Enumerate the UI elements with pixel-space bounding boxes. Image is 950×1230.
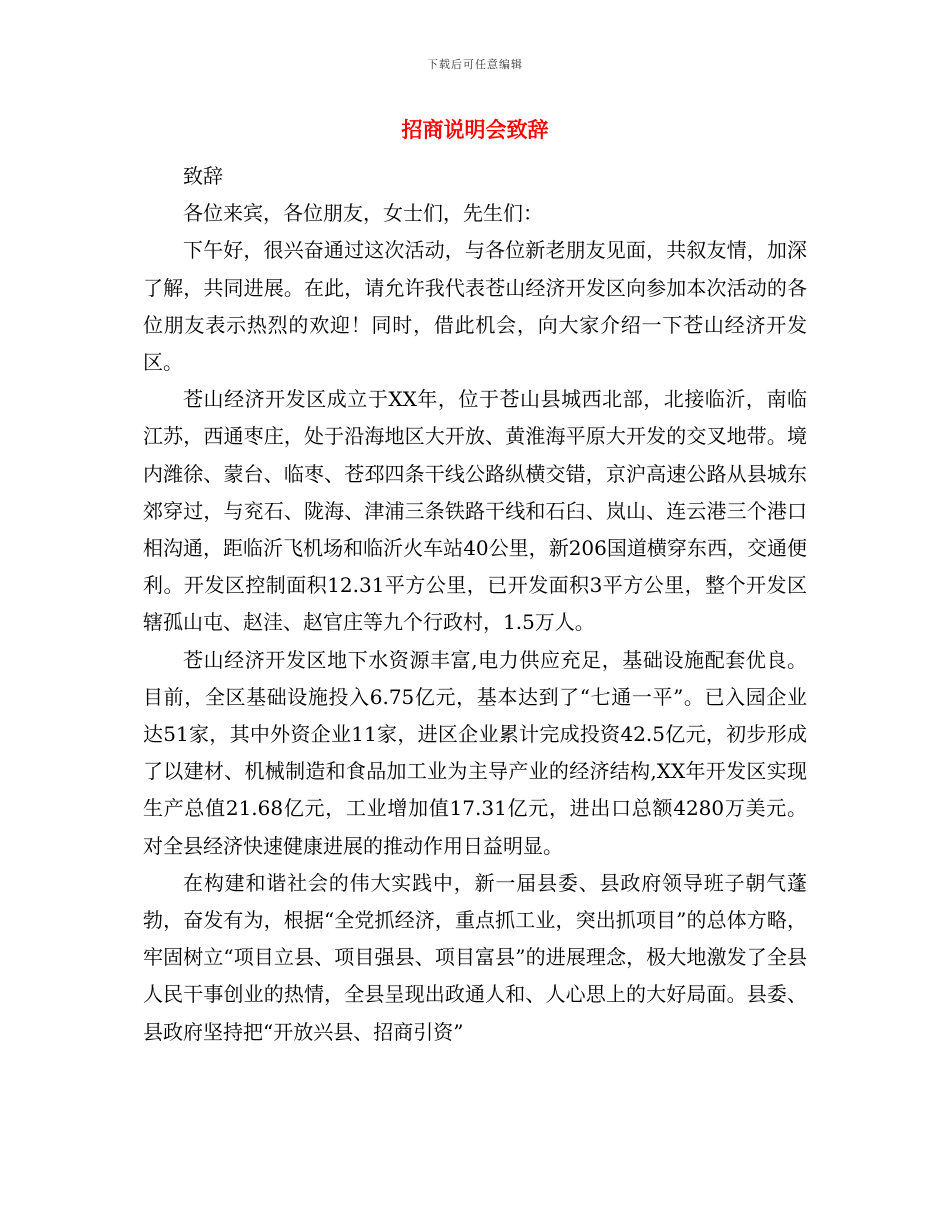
- salutation-heading: 致辞: [183, 164, 223, 188]
- document-title: 招商说明会致辞: [401, 118, 549, 142]
- infrastructure-paragraph: 苍山经济开发区地下水资源丰富,电力供应充足，基础设施配套优良。目前，全区基础设施投入6.75亿元，基本达到了“七通一平”。已入园企业达51家，其中外资企业11家，进区企业累计完成投资42.5亿元，初步形成了以建材、机械制造和食品加工业为主导产业的经济结构,XX年开发区实现生产总值21.68亿元，工业增加值17.31亿元，进出口总额4280万美元。对全县经济快速健康进展的推动作用日益明显。: [143, 647, 807, 858]
- welcome-paragraph: 下午好，很兴奋通过这次活动，与各位新老朋友见面，共叙友情，加深了解，共同进展。在此，请允许我代表苍山经济开发区向参加本次活动的各位朋友表示热烈的欢迎！同时，借此机会，向大家介绍一下苍山经济开发区。: [143, 238, 807, 375]
- greeting-paragraph: 各位来宾，各位朋友，女士们，先生们：: [183, 201, 543, 226]
- location-paragraph: 苍山经济开发区成立于XX年，位于苍山县城西北部，北接临沂，南临江苏，西通枣庄，处于沿海地区大开放、黄淮海平原大开发的交叉地带。境内潍徐、蒙台、临枣、苍邳四条干线公路纵横交错，京沪高速公路从县城东郊穿过，与兖石、陇海、津浦三条铁路干线和石臼、岚山、连云港三个港口相沟通，距临沂飞机场和临沂火车站40公里，新206国道横穿东西，交通便利。开发区控制面积12.31平方公里，已开发面积3平方公里，整个开发区辖孤山屯、赵洼、赵官庄等九个行政村，1.5万人。: [143, 387, 807, 635]
- strategy-paragraph: 在构建和谐社会的伟大实践中，新一届县委、县政府领导班子朝气蓬勃，奋发有为，根据“全党抓经济，重点抓工业，突出抓项目”的总体方略，牢固树立“项目立县、项目强县、项目富县”的进展理念，极大地激发了全县人民干事创业的热情，全县呈现出政通人和、人心思上的大好局面。县委、县政府坚持把“开放兴县、招商引资”: [143, 870, 807, 1044]
- document-body: [143, 158, 807, 1051]
- page-header-note: 下载后可任意编辑: [427, 58, 523, 71]
